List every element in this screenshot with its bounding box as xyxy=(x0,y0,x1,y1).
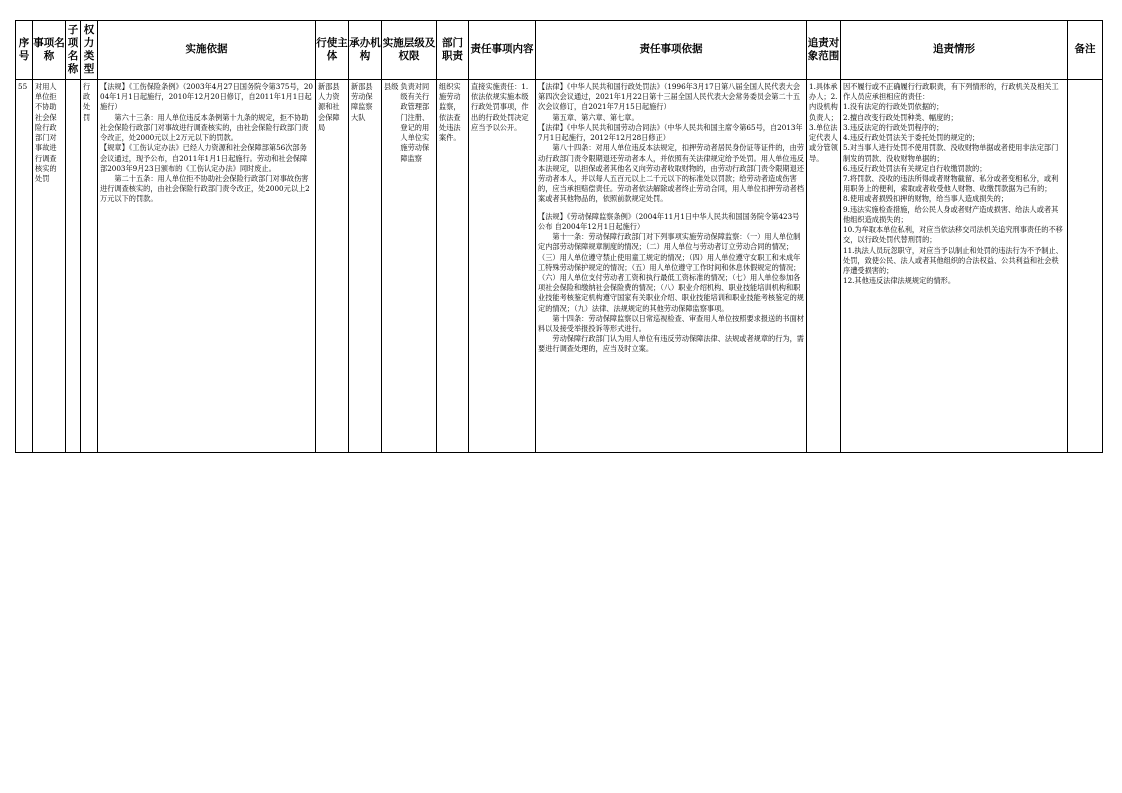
resp-basis-paragraph: 【法律】《中华人民共和国劳动合同法》（中华人民共和国主席令第65号，自2013年7月1日起施行，2012年12月28日修正） xyxy=(538,122,803,143)
header-basis: 实施依据 xyxy=(98,21,316,80)
cell-resp-content: 直接实施责任：1.依法依规实施本级行政处罚事项，作出的行政处罚决定应当予以公开。 xyxy=(469,80,536,453)
cell-sub-item-name xyxy=(66,80,81,453)
header-resp-basis: 责任事项依据 xyxy=(536,21,807,80)
cell-dept-duty: 组织实施劳动监察，依法查处违法案件。 xyxy=(437,80,469,453)
cell-subject: 新邵县人力资源和社会保障局 xyxy=(316,80,349,453)
level-name: 县级 xyxy=(384,82,399,91)
resp-basis-paragraph: 第五章、第六章、第七章。 xyxy=(552,112,639,122)
header-resp-content: 责任事项内容 xyxy=(469,21,536,80)
header-scope: 追责对象范围 xyxy=(807,21,841,80)
table-row xyxy=(16,80,1103,453)
situation-item: 1.没有法定的行政处罚依据的； xyxy=(843,102,944,112)
situation-item: 5.对当事人进行处罚不使用罚款、没收财物单据或者使用非法定部门制发的罚款、没收财物单据的； xyxy=(843,143,1059,163)
cell-seq: 55 xyxy=(16,80,33,453)
basis-paragraph: 第二十五条：用人单位拒不协助社会保险行政部门对事故伤害进行调查核实的，由社会保险行政部门责令改正，处2000元以上2万元以下的罚款。 xyxy=(100,173,310,204)
cell-basis xyxy=(98,80,316,453)
cell-power-type: 行政处罚 xyxy=(81,80,98,453)
header-row xyxy=(16,21,1103,80)
situation-item: 12.其他违反法律法规规定的情形。 xyxy=(843,276,956,286)
level-authority: 负责对同级有关行政管理部门注册、登记的用人单位实施劳动保障监察 xyxy=(400,82,430,163)
resp-basis-paragraph: 【法规】《劳动保障监察条例》（2004年11月1日中华人民共和国国务院令第423号公布 自2004年12月1日起施行） xyxy=(538,211,800,231)
cell-remark xyxy=(1068,80,1103,453)
situation-item: 8.使用或者损毁扣押的财物，给当事人造成损失的； xyxy=(843,194,1008,204)
cell-resp-basis xyxy=(536,80,807,453)
cell-item-name: 对用人单位拒不协助社会保险行政部门对事故进行调查核实的处罚 xyxy=(33,80,66,453)
header-sub-item-name: 子项名称 xyxy=(66,21,81,80)
situation-item: 3.违反法定的行政处罚程序的； xyxy=(843,122,944,132)
situation-item: 9.违法实施检查措施，给公民人身或者财产造成损害、给法人或者其他组织造成损失的； xyxy=(843,204,1059,224)
header-item-name: 事项名称 xyxy=(33,21,66,80)
header-remark: 备注 xyxy=(1068,21,1103,80)
situation-item: 11.执法人员玩忽职守，对应当予以制止和处罚的违法行为不予制止、处罚，致使公民、法人或者其他组织的合法权益、公共利益和社会秩序遭受损害的； xyxy=(843,245,1063,275)
header-level: 实施层级及权限 xyxy=(382,21,437,80)
resp-basis-paragraph: 第八十四条：对用人单位违反本法规定，扣押劳动者居民身份证等证件的，由劳动行政部门责令限期退还劳动者本人，并依照有关法律规定给予处罚。用人单位违反本法规定，以担保或者其他名义向劳动者收取财物的，由劳动行政部门责令限期退还劳动者本人，并以每人五百元以上二千元以下的标准处以罚款；给劳动者造成伤害的，应当承担赔偿责任。劳动者依法解除或者终止劳动合同，用人单位扣押劳动者档案或者其他物品的，依照前款规定处罚。 xyxy=(538,143,804,204)
header-organ: 承办机构 xyxy=(349,21,382,80)
cell-organ: 新邵县劳动保障监察大队 xyxy=(349,80,382,453)
cell-level xyxy=(382,80,437,453)
header-situation: 追责情形 xyxy=(841,21,1068,80)
basis-paragraph: 第六十三条：用人单位违反本条例第十九条的规定，拒不协助社会保险行政部门对事故进行调查核实的，由社会保险行政部门责令改正，处2000元以上2万元以下的罚款。 xyxy=(100,112,309,143)
basis-paragraph: 【规章】《工伤认定办法》已经人力资源和社会保障部第56次部务会议通过，现予公布，自2011年1月1日起施行。劳动和社会保障部2003年9月23日颁布的《工伤认定办法》同时废止。 xyxy=(100,143,308,173)
resp-basis-paragraph: 劳动保障行政部门认为用人单位有违反劳动保障法律、法规或者规章的行为，需要进行调查处理的，应当及时立案。 xyxy=(538,334,804,354)
situation-item: 10.为牟取本单位私利，对应当依法移交司法机关追究刑事责任的不移交，以行政处罚代替刑罚的； xyxy=(843,225,1063,245)
cell-situation xyxy=(841,80,1068,453)
resp-basis-paragraph: 第十一条：劳动保障行政部门对下列事项实施劳动保障监察：（一）用人单位制定内部劳动保障规章制度的情况；（二）用人单位与劳动者订立劳动合同的情况；（三）用人单位遵守禁止使用童工规定的情况；（四）用人单位遵守女职工和未成年工特殊劳动保护规定的情况；（五）用人单位遵守工作时间和休息休假规定的情况；（六）用人单位支付劳动者工资和执行最低工资标准的情况；（七）用人单位参加各项社会保险和缴纳社会保险费的情况；（八）职业介绍机构、职业技能培训机构和职业技能考核鉴定机构遵守国家有关职业介绍、职业技能培训和职业技能考核鉴定的规定的情况；（九）法律、法规规定的其他劳动保障监察事项。 xyxy=(538,232,804,313)
situation-item: 7.将罚款、没收的违法所得或者财物截留、私分或者变相私分，或利用职务上的便利，索取或者收受他人财物、收缴罚款据为己有的； xyxy=(843,173,1059,194)
situation-item: 2.擅自改变行政处罚种类、幅度的； xyxy=(843,112,958,122)
situation-item: 因不履行或不正确履行行政职责，有下列情形的，行政机关及相关工作人员应承担相应的责任： xyxy=(843,82,1059,102)
basis-paragraph: 【法规】《工伤保险条例》（2003年4月27日国务院令第375号，2004年1月1日起施行，2010年12月20日修订，自2011年1月1日起施行） xyxy=(100,82,313,112)
header-seq: 序号 xyxy=(16,21,33,80)
header-subject: 行使主体 xyxy=(316,21,349,80)
situation-item: 4.违反行政处罚法关于委托处罚的规定的； xyxy=(843,133,980,143)
resp-basis-paragraph: 第十四条：劳动保障监察以日常巡视检查、审查用人单位按照要求报送的书面材料以及接受举报投诉等形式进行。 xyxy=(538,313,804,334)
responsibility-table xyxy=(15,20,1103,453)
header-power-type: 权力类型 xyxy=(81,21,98,80)
situation-item: 6.违反行政处罚法有关规定自行收缴罚款的； xyxy=(843,163,987,173)
resp-basis-paragraph: 【法律】《中华人民共和国行政处罚法》（1996年3月17日第八届全国人民代表大会第四次会议通过，2021年1月22日第十三届全国人民代表大会常务委员会第二十五次会议修订，自2021年7月15日起施行） xyxy=(538,82,801,112)
cell-scope: 1.具体承办人；2.内设机构负责人；3.单位法定代表人或分管领导。 xyxy=(807,80,841,453)
header-dept-duty: 部门职责 xyxy=(437,21,469,80)
